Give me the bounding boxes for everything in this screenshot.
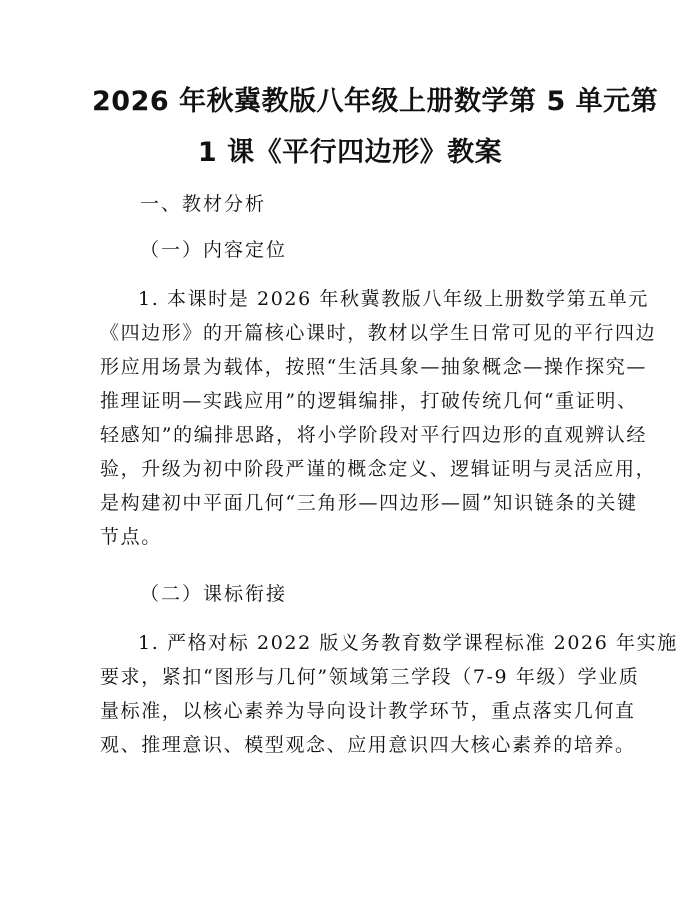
paragraph-2-line: 要求，紧扣“图形与几何”领域第三学段（7-9 年级）学业质 <box>100 666 640 688</box>
paragraph-1-line: 推理证明—实践应用”的逻辑编排，打破传统几何“重证明、 <box>100 390 638 412</box>
paragraph-1-line: 是构建初中平面几何“三角形—四边形—圆”知识链条的关键 <box>100 492 638 514</box>
paragraph-1-line: 1. 本课时是 2026 年秋冀教版八年级上册数学第五单元 <box>138 288 650 310</box>
paragraph-1-line: 轻感知”的编排思路，将小学阶段对平行四边形的直观辨认经 <box>100 424 647 446</box>
paragraph-1-line: 形应用场景为载体，按照“生活具象—抽象概念—操作探究— <box>100 356 647 378</box>
paragraph-1-line: 节点。 <box>100 526 162 548</box>
paragraph-2-line: 量标准，以核心素养为导向设计教学环节，重点落实几何直 <box>100 700 636 722</box>
subsection-heading-content-positioning: （一）内容定位 <box>140 239 288 261</box>
paragraph-1-line: 《四边形》的开篇核心课时，教材以学生日常可见的平行四边 <box>100 322 657 344</box>
paragraph-1-line: 验，升级为初中阶段严谨的概念定义、逻辑证明与灵活应用， <box>100 458 657 480</box>
section-heading-teaching-material-analysis: 一、教材分析 <box>140 193 267 215</box>
document-title-line-1: 2026 年秋冀教版八年级上册数学第 5 单元第 <box>92 86 659 117</box>
paragraph-2-line: 观、推理意识、模型观念、应用意识四大核心素养的培养。 <box>100 734 636 756</box>
paragraph-2-line: 1. 严格对标 2022 版义务教育数学课程标准 2026 年实施 <box>138 632 678 654</box>
document-title-line-2: 1 课《平行四边形》教案 <box>197 137 503 168</box>
subsection-heading-curriculum-standard-alignment: （二）课标衔接 <box>140 583 288 605</box>
